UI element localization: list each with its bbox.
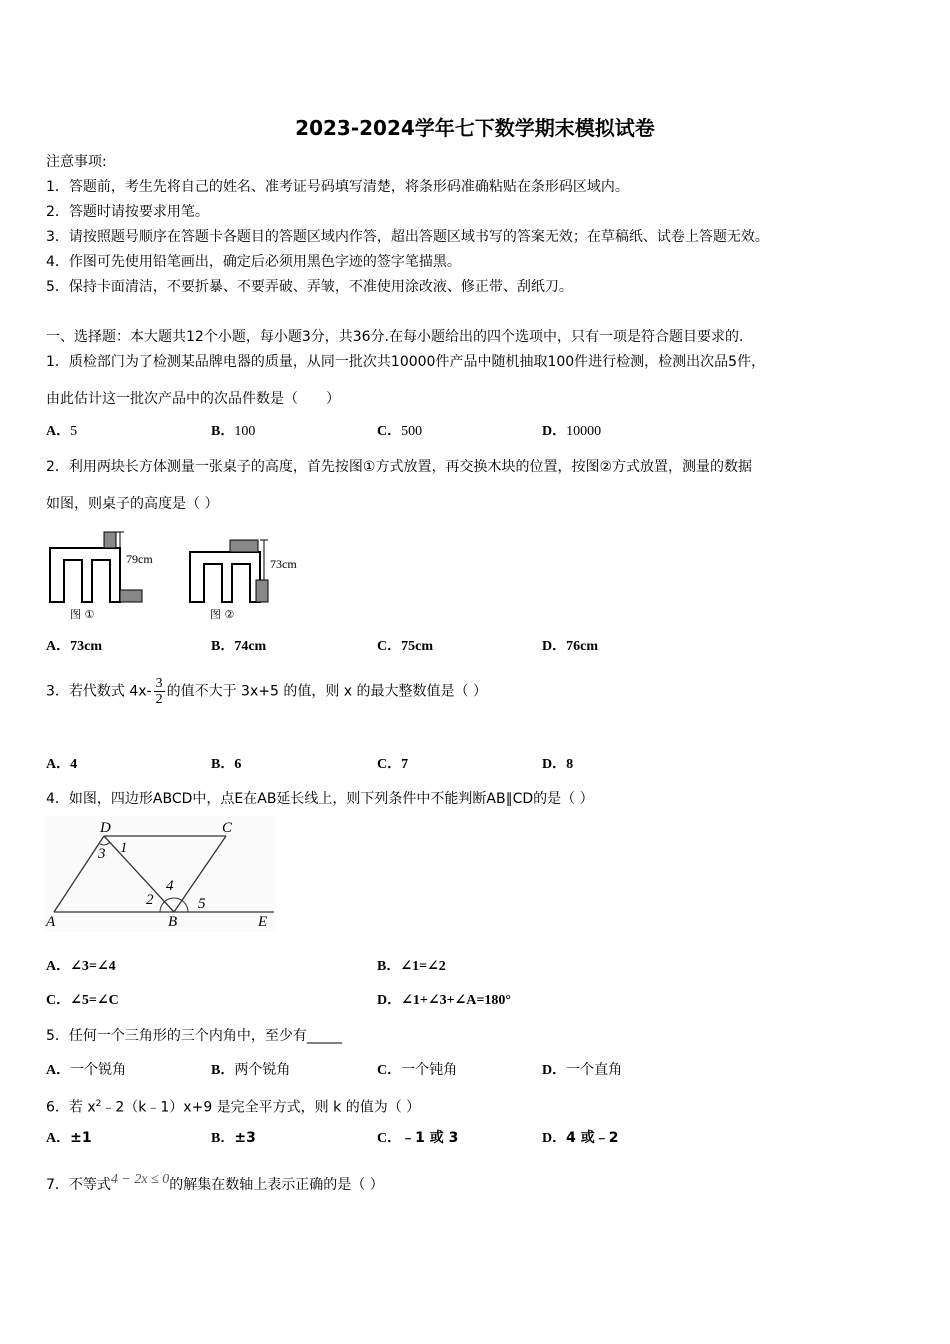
q2-fig2-caption: 图 ② — [210, 608, 235, 621]
q3-option-a: A．4 — [46, 757, 78, 772]
notice-item: 5．保持卡面清洁，不要折暴、不要弄破、弄皱，不准使用涂改液、修正带、刮纸刀。 — [46, 279, 573, 295]
q2-stem-line2: 如图，则桌子的高度是（ ） — [46, 496, 219, 512]
q4-label-e: E — [258, 914, 268, 930]
q6-option-a: A．±1 — [46, 1130, 92, 1146]
q2-fig2-measure: 73cm — [270, 557, 297, 571]
q4-figure — [44, 816, 276, 932]
notice-item: 1．答题前，考生先将自己的姓名、准考证号码填写清楚，将条形码准确粘贴在条形码区域内。 — [46, 179, 629, 195]
q3-option-d: D．8 — [542, 757, 574, 772]
q5-option-b: B．两个锐角 — [211, 1062, 291, 1078]
q7-stem: 7．不等式4 − 2x ≤ 0的解集在数轴上表示正确的是（ ） — [46, 1172, 384, 1193]
q4-label-c: C — [222, 820, 233, 836]
q2-option-d: D．76cm — [542, 639, 599, 654]
q3-stem: 3．若代数式 4x- $\frac{3}{2}$ 的值不大于 3x+5 的值，则 x 的最大整数值是（ ） — [46, 676, 487, 707]
page-title: 2023-2024学年七下数学期末模拟试卷 — [295, 116, 655, 140]
q5-option-d: D．一个直角 — [542, 1062, 623, 1078]
q1-stem-line2: 由此估计这一批次产品中的次品件数是（ ） — [46, 391, 340, 407]
q4-label-b: B — [168, 914, 178, 930]
q2-stem-line1: 2．利用两块长方体测量一张桌子的高度，首先按图①方式放置，再交换木块的位置，按图②方式放置，测量的数据 — [46, 459, 753, 475]
q2-fig1-measure: 79cm — [126, 552, 153, 566]
q1-option-d: D．10000 — [542, 424, 602, 439]
q5-option-c: C．一个钝角 — [377, 1062, 458, 1078]
q4-angle-3: 3 — [98, 846, 106, 862]
notice-item: 2．答题时请按要求用笔。 — [46, 204, 209, 220]
q7-inequality: 4 − 2x ≤ 0 — [110, 1172, 170, 1187]
q5-stem: 5．任何一个三角形的三个内角中，至少有_____ — [46, 1028, 342, 1044]
q1-option-a: A．5 — [46, 424, 78, 439]
q4-angle-5: 5 — [198, 896, 206, 912]
q4-label-a: A — [46, 914, 56, 930]
q3-option-c: C．7 — [377, 757, 409, 772]
q4-option-d: D．∠1+∠3+∠A=180° — [377, 993, 511, 1008]
q4-label-d: D — [100, 820, 111, 836]
notice-heading: 注意事项: — [46, 154, 107, 170]
q2-option-b: B．74cm — [211, 639, 267, 654]
q1-option-b: B．100 — [211, 424, 256, 439]
section-heading: 一、选择题：本大题共12个小题，每小题3分，共36分.在每小题给出的四个选项中，只有一项是符合题目要求的. — [46, 329, 744, 345]
q3-option-b: B．6 — [211, 757, 242, 772]
notice-item: 3．请按照题号顺序在答题卡各题目的答题区域内作答，超出答题区域书写的答案无效；在草稿纸、试卷上答题无效。 — [46, 229, 769, 245]
q3-fraction: $\frac{3}{2}$ — [155, 676, 163, 707]
q4-angle-2: 2 — [146, 892, 154, 908]
q4-option-c: C．∠5=∠C — [46, 993, 119, 1008]
q6-option-b: B．±3 — [211, 1130, 256, 1146]
q2-option-a: A．73cm — [46, 639, 103, 654]
q1-option-c: C．500 — [377, 424, 423, 439]
q2-figure-1 — [44, 528, 174, 622]
q2-option-c: C．75cm — [377, 639, 434, 654]
q4-angle-4: 4 — [166, 878, 174, 894]
notice-item: 4．作图可先使用铅笔画出，确定后必须用黑色字迹的签字笔描黑。 — [46, 254, 461, 270]
q4-angle-1: 1 — [120, 840, 128, 856]
q2-fig1-caption: 图 ① — [70, 608, 95, 621]
q6-stem: 6．若 $x^2﹣2(k﹣1)x+9$ 是完全平方式，则 k 的值为（ ） — [46, 1099, 421, 1116]
q6-option-c: C．﹣1 或 3 — [377, 1130, 459, 1146]
q4-option-b: B．∠1=∠2 — [377, 959, 446, 974]
q4-stem: 4．如图，四边形ABCD中，点E在AB延长线上，则下列条件中不能判断AB∥CD的是（ ） — [46, 791, 594, 807]
q6-option-d: D．4 或﹣2 — [542, 1130, 619, 1146]
q5-option-a: A．一个锐角 — [46, 1062, 127, 1078]
q1-stem-line1: 1．质检部门为了检测某品牌电器的质量，从同一批次共10000件产品中随机抽取100件进行检测，检测出次品5件， — [46, 354, 766, 370]
q2-figure-2 — [184, 528, 319, 622]
q4-option-a: A．∠3=∠4 — [46, 959, 116, 974]
